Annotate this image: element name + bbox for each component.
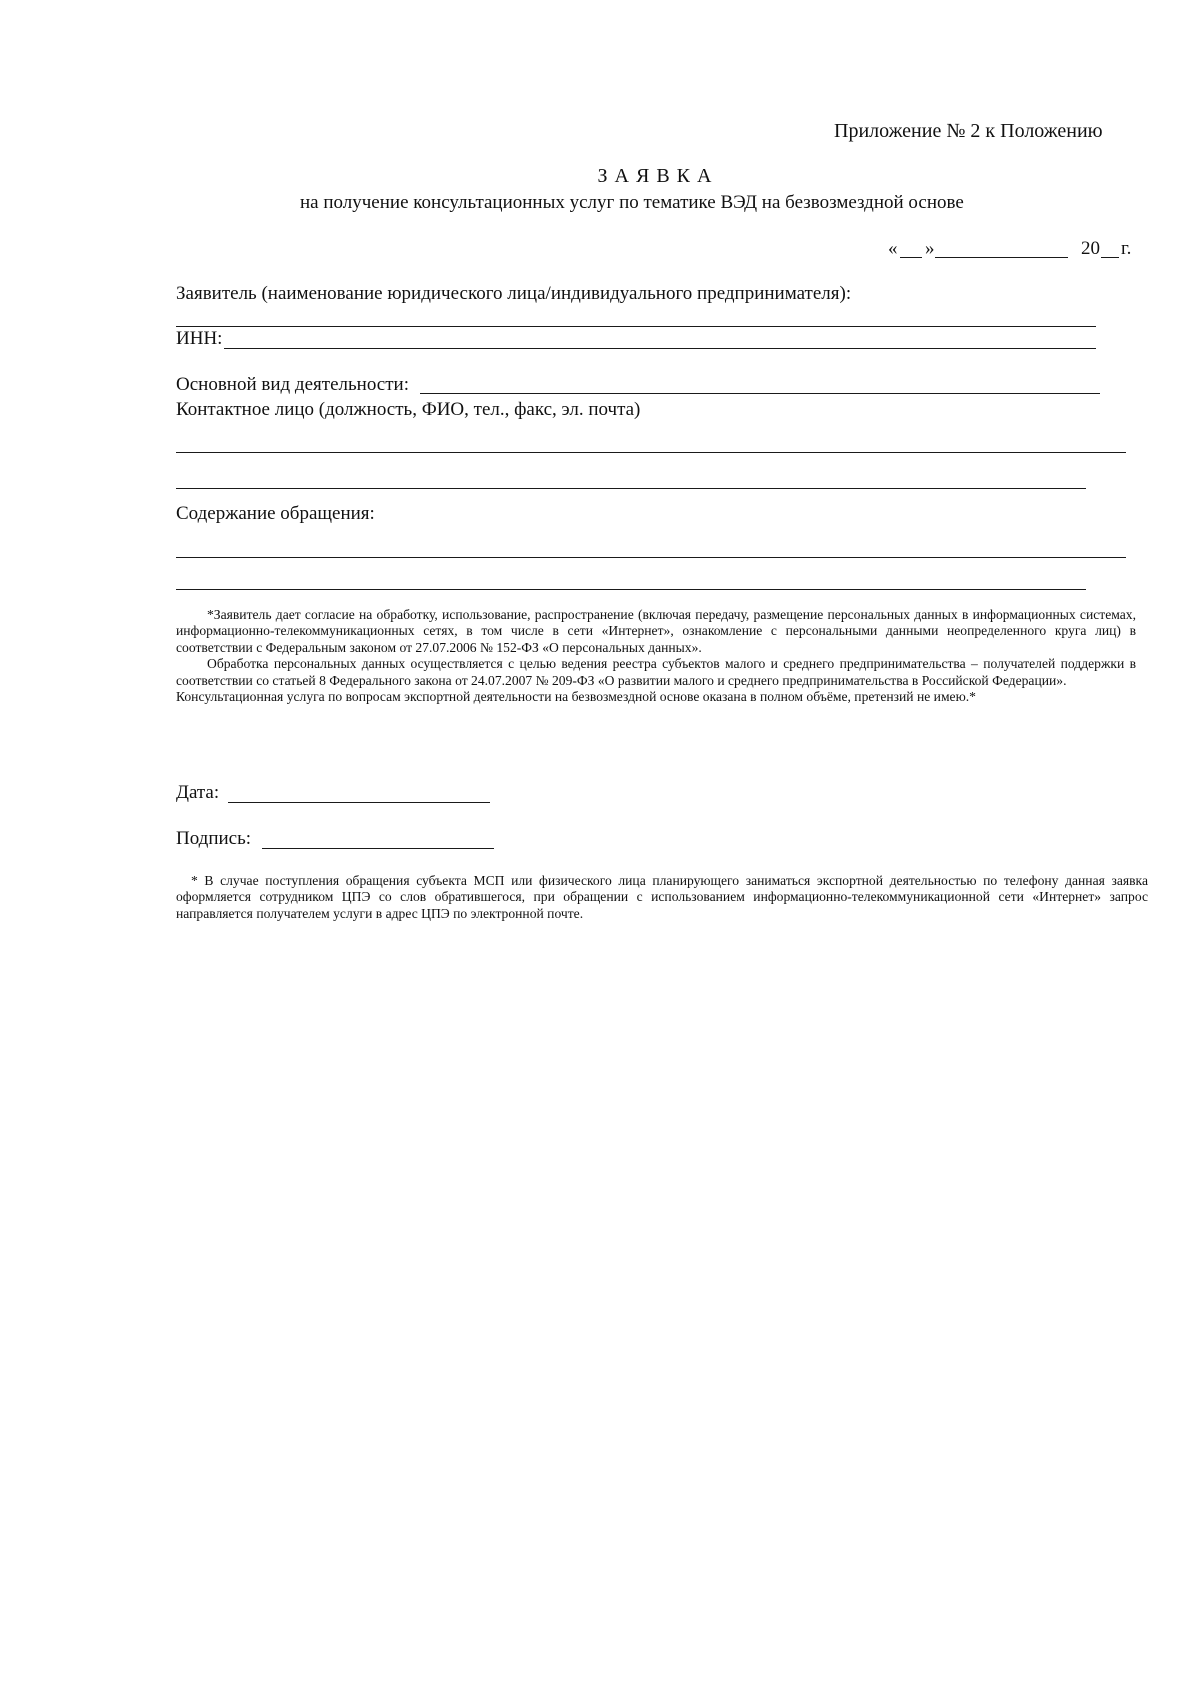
consent-paragraph-3: Консультационная услуга по вопросам экспортной деятельности на безвозмездной основе оказана в полном объёме, претензий не имею.*	[176, 689, 976, 705]
date-blank[interactable]	[228, 802, 490, 803]
date-open-quote: «	[888, 238, 898, 259]
applicant-label: Заявитель (наименование юридического лица/индивидуального предпринимателя):	[176, 283, 852, 304]
request-blank-2[interactable]	[176, 589, 1086, 590]
contact-label: Контактное лицо (должность, ФИО, тел., факс, эл. почта)	[176, 399, 641, 420]
applicant-blank[interactable]	[176, 326, 1096, 327]
footnote: * В случае поступления обращения субъекта МСП или физического лица планирующего заниматься экспортной деятельностью по телефону данная заявка оформляется сотрудником ЦПЭ со слов обратившегося, при обращении с использованием информационно-телекоммуникационной сети «Интернет» запрос направляется получателем услуги в адрес ЦПЭ по электронной почте.	[176, 873, 1148, 921]
day-blank[interactable]	[900, 257, 922, 258]
signature-blank[interactable]	[262, 848, 494, 849]
inn-label: ИНН:	[176, 328, 223, 349]
month-blank[interactable]	[935, 257, 1068, 258]
year-suffix: г.	[1121, 238, 1132, 259]
consent-paragraph-1: *Заявитель дает согласие на обработку, использование, распространение (включая передачу, размещение персональных данных в информационных системах, информационно-телекоммуникационных сетях, в том числе в сети «Интернет», ознакомление с персональными данными неопределенного круга лиц) в соответствии с Федеральным законом от 27.07.2006 № 152-ФЗ «О персональных данных».	[176, 607, 1136, 655]
request-blank-1[interactable]	[176, 557, 1126, 558]
activity-label: Основной вид деятельности:	[176, 374, 409, 395]
consent-block	[176, 607, 1136, 705]
date-label: Дата:	[176, 782, 220, 803]
contact-blank-2[interactable]	[176, 488, 1086, 489]
date-line	[888, 238, 1138, 262]
date-close-quote: »	[925, 238, 935, 259]
year-blank[interactable]	[1101, 257, 1119, 258]
document-subtitle: на получение консультационных услуг по тематике ВЭД на безвозмездной основе	[300, 192, 964, 213]
signature-label: Подпись:	[176, 828, 252, 849]
appendix-label: Приложение № 2 к Положению	[834, 120, 1103, 142]
year-prefix: 20	[1081, 238, 1100, 259]
activity-blank[interactable]	[420, 393, 1100, 394]
consent-paragraph-2: Обработка персональных данных осуществляется с целью ведения реестра субъектов малого и среднего предпринимательства – получателей поддержки в соответствии со статьей 8 Федерального закона от 24.07.2007 № 209-ФЗ «О развитии малого и среднего предпринимательства в Российской Федерации».	[176, 656, 1136, 688]
contact-blank-1[interactable]	[176, 452, 1126, 453]
inn-blank[interactable]	[224, 348, 1096, 349]
request-label: Содержание обращения:	[176, 503, 375, 524]
document-title: З А Я В К А	[597, 165, 713, 187]
